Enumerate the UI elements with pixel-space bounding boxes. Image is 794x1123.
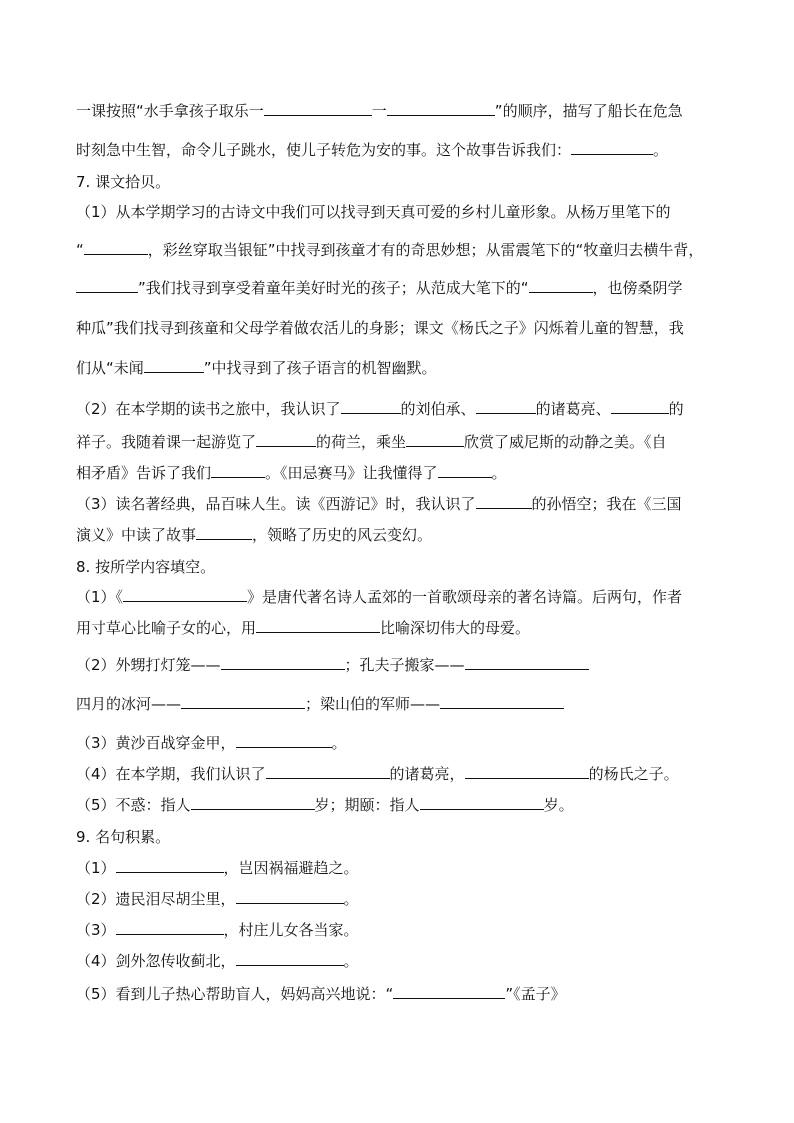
text-line: （1）《 》是唐代著名诗人孟郊的一首歌颂母亲的著名诗篇。后两句，作者 xyxy=(76,588,683,606)
question-heading: 7. 课文拾贝。 xyxy=(76,173,171,191)
answer-blank[interactable] xyxy=(264,101,372,116)
text-line: 种瓜”我们找寻到孩童和父母学着做农活儿的身影；课文《杨氏之子》闪烁着儿童的智慧，我 xyxy=(76,319,684,337)
text-line: （2）遗民泪尽胡尘里， 。 xyxy=(76,890,359,908)
text-line: （1）从本学期学习的古诗文中我们可以找寻到天真可爱的乡村儿童形象。从杨万里笔下的 xyxy=(76,203,671,221)
question-heading: 9. 名句积累。 xyxy=(76,828,171,846)
answer-blank[interactable] xyxy=(266,764,390,779)
answer-blank[interactable] xyxy=(123,587,247,602)
answer-blank[interactable] xyxy=(196,525,252,540)
answer-blank[interactable] xyxy=(611,399,669,414)
answer-blank[interactable] xyxy=(529,278,593,293)
answer-blank[interactable] xyxy=(256,432,316,447)
text-line: （4）剑外忽传收蓟北， 。 xyxy=(76,952,359,970)
text-line: （3） ，村庄儿女各当家。 xyxy=(76,921,359,939)
answer-blank[interactable] xyxy=(571,140,653,155)
text-line: （3）黄沙百战穿金甲， 。 xyxy=(76,734,347,752)
text-line: 演义》中读了故事 ，领略了历史的风云变幻。 xyxy=(76,526,433,544)
answer-blank[interactable] xyxy=(116,920,224,935)
text-line: （4）在本学期，我们认识了 的诸葛亮， 的杨氏之子。 xyxy=(76,765,679,783)
answer-blank[interactable] xyxy=(476,399,536,414)
text-line: （2）外甥打灯笼—— ；孔夫子搬家—— xyxy=(76,655,726,675)
answer-blank[interactable] xyxy=(387,101,495,116)
answer-blank[interactable] xyxy=(211,463,265,478)
text-line: 相矛盾》告诉了我们 。《田忌赛马》让我懂得了 。 xyxy=(76,464,507,482)
question-heading: 8. 按所学内容填空。 xyxy=(76,558,216,576)
answer-blank[interactable] xyxy=(191,795,315,810)
answer-blank[interactable] xyxy=(440,694,564,709)
text-line: ”我们找寻到享受着童年美好时光的孩子；从范成大笔下的“ ，也傍桑阴学 xyxy=(76,278,726,298)
text-line: （3）读名著经典，品百味人生。读《西游记》时，我认识了 的孙悟空；我在《三国 xyxy=(76,495,682,513)
answer-blank[interactable] xyxy=(236,733,332,748)
answer-blank[interactable] xyxy=(116,858,224,873)
answer-blank[interactable] xyxy=(256,618,380,633)
answer-blank[interactable] xyxy=(221,655,345,670)
answer-blank[interactable] xyxy=(420,795,544,810)
answer-blank[interactable] xyxy=(476,494,532,509)
text-line: 一课按照“水手拿孩子取乐一 一 ”的顺序，描写了船长在危急 xyxy=(76,102,683,120)
text-line: （5）看到儿子热心帮助盲人，妈妈高兴地说：“ ”《孟子》 xyxy=(76,985,566,1003)
answer-blank[interactable] xyxy=(181,694,305,709)
answer-blank[interactable] xyxy=(406,432,464,447)
answer-blank[interactable] xyxy=(236,889,344,904)
answer-blank[interactable] xyxy=(465,764,589,779)
answer-blank[interactable] xyxy=(465,655,589,670)
text-line: 们从“未闻 ”中找寻到了孩子语言的机智幽默。 xyxy=(76,359,437,377)
answer-blank[interactable] xyxy=(144,358,204,373)
text-line: 时刻急中生智，命令儿子跳水，使儿子转危为安的事。这个故事告诉我们： 。 xyxy=(76,141,669,159)
text-line: （2）在本学期的读书之旅中，我认识了 的刘伯承、 的诸葛亮、 的 xyxy=(76,400,684,418)
answer-blank[interactable] xyxy=(84,240,148,255)
text-line: 祥子。我随着课一起游览了 的荷兰，乘坐 欣赏了威尼斯的动静之美。《自 xyxy=(76,433,667,451)
answer-blank[interactable] xyxy=(393,984,505,999)
text-line: “ ，彩丝穿取当银钲”中找寻到孩童才有的奇思妙想；从雷震笔下的“牧童归去横牛背， xyxy=(76,241,704,259)
answer-blank[interactable] xyxy=(76,278,138,293)
text-line: （1） ，岂因祸福避趋之。 xyxy=(76,859,359,877)
text-line: （5）不惑：指人 岁；期颐：指人 岁。 xyxy=(76,796,574,814)
answer-blank[interactable] xyxy=(438,463,492,478)
text-line: 四月的冰河—— ；梁山伯的军师—— xyxy=(76,694,726,714)
answer-blank[interactable] xyxy=(341,399,401,414)
text-line: 用寸草心比喻子女的心，用 比喻深切伟大的母爱。 xyxy=(76,619,531,637)
answer-blank[interactable] xyxy=(236,951,344,966)
